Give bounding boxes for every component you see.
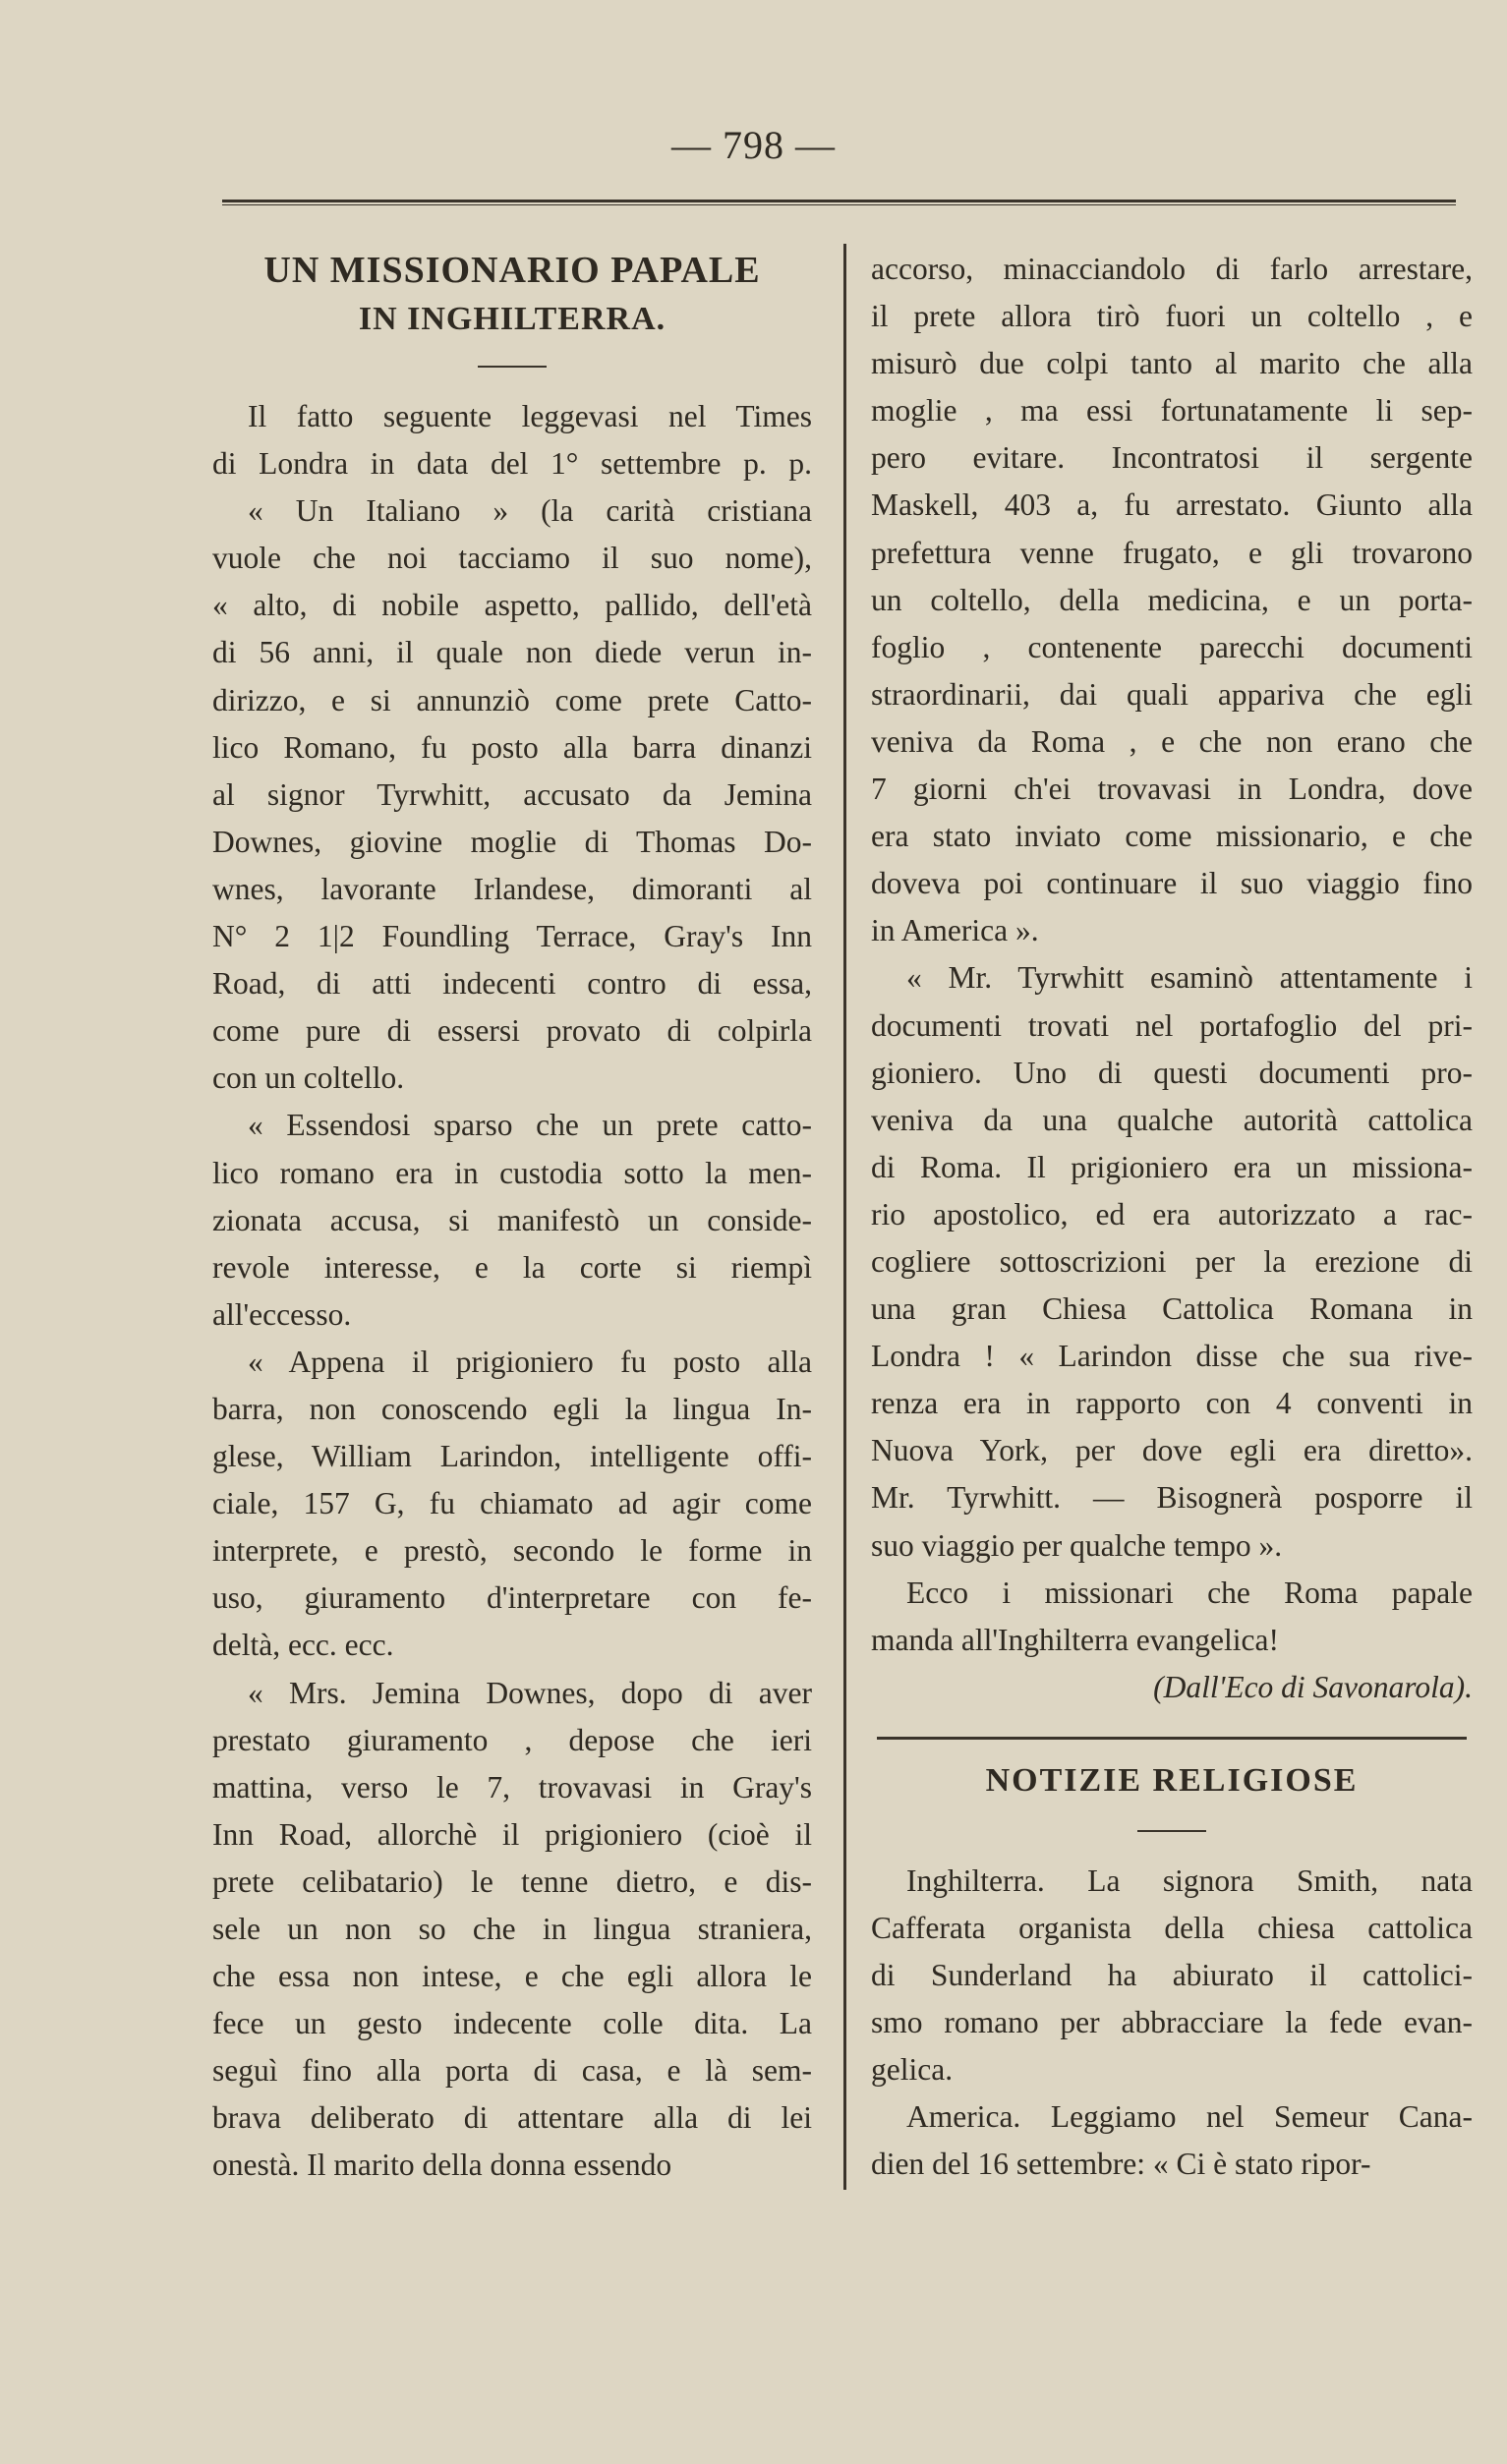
text-line: di Roma. Il prigioniero era un missiona- [871, 1149, 1473, 1184]
article-signature: (Dall'Eco di Savonarola). [1153, 1669, 1473, 1704]
text-line: deltà, ecc. ecc. [212, 1628, 394, 1663]
news-separator [1137, 1830, 1206, 1832]
text-line: foglio , contenente parecchi documenti [871, 629, 1473, 664]
text-line: veniva da una qualche autorità cattolica [871, 1102, 1473, 1137]
text-line: vuole che noi tacciamo il suo nome), [212, 541, 812, 576]
article-title-line1: UN MISSIONARIO PAPALE [263, 250, 761, 291]
text-line: dirizzo, e si annunziò come prete Catto- [212, 682, 812, 717]
text-line: Road, di atti indecenti contro di essa, [212, 966, 812, 1002]
text-line: Ecco i missionari che Roma papale [906, 1575, 1473, 1610]
article-body-right [871, 246, 1473, 1664]
text-line: di 56 anni, il quale non diede verun in- [212, 635, 812, 670]
text-line: 7 giorni ch'ei trovavasi in Londra, dove [871, 772, 1473, 807]
text-line: prestato giuramento , depose che ieri [212, 1722, 812, 1757]
text-line: gioniero. Uno di questi documenti pro- [871, 1055, 1473, 1090]
article-title-line2: IN INGHILTERRA. [358, 301, 667, 337]
text-line: ciale, 157 G, fu chiamato ad agir come [212, 1486, 812, 1521]
text-line: con un coltello. [212, 1060, 405, 1096]
text-line: « Essendosi sparso che un prete catto- [248, 1108, 812, 1143]
text-line: uso, giuramento d'interpretare con fe- [212, 1580, 812, 1616]
text-line: veniva da Roma , e che non erano che [871, 723, 1473, 759]
text-line: misurò due colpi tanto al marito che alla [871, 346, 1473, 381]
text-line: prefettura venne frugato, e gli trovarono [871, 535, 1473, 570]
text-line: Inn Road, allorchè il prigioniero (cioè il [212, 1816, 812, 1852]
text-line: che essa non intese, e che egli allora le [212, 1959, 812, 1994]
text-line: una gran Chiesa Cattolica Romana in [871, 1291, 1473, 1327]
text-line: zionata accusa, si manifestò un conside- [212, 1202, 812, 1237]
text-line: Il fatto seguente leggevasi nel Times [248, 399, 812, 433]
text-line: al signor Tyrwhitt, accusato da Jemina [212, 776, 812, 812]
text-line: Cafferata organista della chiesa cattolica [871, 1911, 1473, 1945]
text-line: accorso, minacciandolo di farlo arrestare, [871, 252, 1473, 286]
column-divider [843, 244, 846, 2190]
text-line: fece un gesto indecente colle dita. La [212, 2006, 812, 2041]
text-line: rio apostolico, ed era autorizzato a rac- [871, 1196, 1473, 1232]
text-line: suo viaggio per qualche tempo ». [871, 1527, 1283, 1563]
text-line: Downes, giovine moglie di Thomas Do- [212, 824, 812, 859]
text-line: Inghilterra. La signora Smith, nata [906, 1862, 1473, 1898]
text-line: smo romano per abbracciare la fede evan- [871, 2005, 1473, 2040]
text-line: « Mrs. Jemina Downes, dopo di aver [248, 1675, 812, 1710]
text-line: gelica. [871, 2052, 954, 2088]
text-line: pero evitare. Incontratosi il sergente [871, 440, 1473, 476]
text-line: barra, non conoscendo egli la lingua In- [212, 1391, 812, 1426]
article-title [212, 246, 812, 344]
text-line: renza era in rapporto con 4 conventi in [871, 1386, 1473, 1421]
text-line: prete celibatario) le tenne dietro, e dis- [212, 1863, 812, 1899]
text-line: doveva poi continuare il suo viaggio fino [871, 866, 1473, 901]
text-line: di Sunderland ha abiurato il cattolici- [871, 1958, 1473, 1993]
text-line: cogliere sottoscrizioni per la erezione di [871, 1243, 1473, 1279]
text-line: Londra ! « Larindon disse che sua rive- [871, 1339, 1473, 1374]
text-line: all'eccesso. [212, 1296, 352, 1332]
text-line: revole interesse, e la corte si riempì [212, 1249, 812, 1285]
text-line: lico romano era in custodia sotto la men- [212, 1155, 812, 1190]
text-line: interprete, e prestò, secondo le forme in [212, 1533, 812, 1569]
text-line: Maskell, 403 a, fu arrestato. Giunto alla [871, 487, 1473, 523]
text-line: wnes, lavorante Irlandese, dimoranti al [212, 871, 812, 906]
header-rule [222, 200, 1456, 205]
text-line: dien del 16 settembre: « Ci è stato ripor- [871, 2147, 1371, 2182]
text-line: glese, William Larindon, intelligente offi- [212, 1439, 812, 1474]
text-line: America. Leggiamo nel Semeur Cana- [906, 2099, 1473, 2135]
news-section-title: NOTIZIE RELIGIOSE [985, 1761, 1359, 1799]
text-line: seguì fino alla porta di casa, e là sem- [212, 2053, 812, 2089]
left-column [212, 246, 812, 2190]
right-column [871, 246, 1473, 2189]
text-line: manda all'Inghilterra evangelica! [871, 1622, 1279, 1657]
text-line: brava deliberato di attentare alla di lei [212, 2100, 812, 2136]
page-number: — 798 — [671, 123, 836, 167]
news-body [871, 1858, 1473, 2189]
text-line: in America ». [871, 913, 1039, 948]
text-line: « Appena il prigioniero fu posto alla [248, 1344, 812, 1379]
text-line: N° 2 1|2 Foundling Terrace, Gray's Inn [212, 919, 812, 954]
text-line: di Londra in data del 1° settembre p. p. [212, 446, 812, 482]
text-line: sele un non so che in lingua straniera, [212, 1912, 812, 1946]
text-line: il prete allora tirò fuori un coltello , e [871, 299, 1473, 334]
title-separator [478, 366, 547, 368]
text-line: Mr. Tyrwhitt. — Bisognerà posporre il [871, 1480, 1473, 1516]
text-line: documenti trovati nel portafoglio del pri- [871, 1007, 1473, 1043]
text-line: straordinarii, dai quali appariva che egli [871, 676, 1473, 712]
text-line: Nuova York, per dove egli era diretto». [871, 1433, 1473, 1468]
text-line: lico Romano, fu posto alla barra dinanzi [212, 729, 812, 765]
text-line: era stato inviato come missionario, e che [871, 819, 1473, 854]
text-line: un coltello, della medicina, e un porta- [871, 582, 1473, 617]
text-line: « alto, di nobile aspetto, pallido, dell'età [212, 588, 812, 623]
text-line: come pure di essersi provato di colpirla [212, 1013, 812, 1049]
text-line: « Mr. Tyrwhitt esaminò attentamente i [906, 960, 1473, 996]
text-line: « Un Italiano » (la carità cristiana [248, 493, 812, 529]
section-rule [877, 1737, 1467, 1740]
text-line: moglie , ma essi fortunatamente li sep- [871, 393, 1473, 429]
text-line: onestà. Il marito della donna essendo [212, 2148, 672, 2183]
text-line: mattina, verso le 7, trovavasi in Gray's [212, 1769, 812, 1805]
article-body-left [212, 393, 812, 2190]
